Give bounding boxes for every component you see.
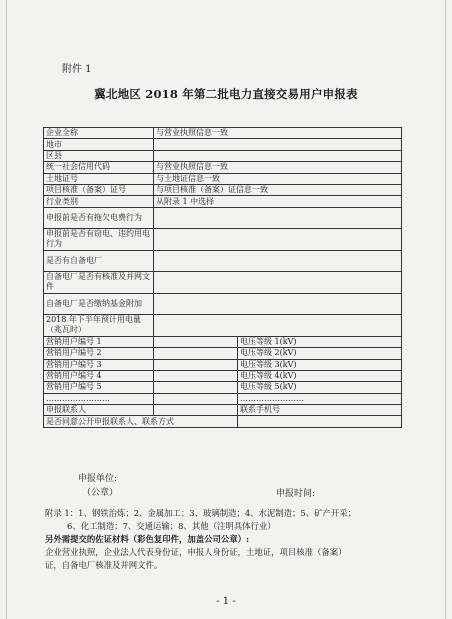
consent-row — [44, 416, 402, 427]
field-label: 统一社会信用代码 — [44, 162, 154, 173]
account-number-label: 营销用户编号 3 — [44, 359, 154, 370]
voltage-level-label: 电压等级 4(kV) — [238, 370, 402, 381]
official-seal-label: （公章） — [82, 488, 119, 498]
account-number-value[interactable] — [154, 370, 238, 381]
notes-section — [45, 507, 415, 572]
appendix-line-2: 6、化工制造；7、交通运输；8、其他（注明具体行业） — [67, 521, 276, 531]
form-row — [44, 173, 402, 184]
contact-phone-label: 联系手机号 — [238, 405, 402, 416]
account-row — [44, 348, 402, 359]
voltage-level-label: …………………… — [238, 393, 402, 404]
account-row — [44, 393, 402, 404]
disclosure-consent-label: 是否同意公开申报联系人、联系方式 — [44, 416, 238, 427]
field-value[interactable]: 与营业执照信息一致 — [154, 162, 402, 173]
account-row — [44, 359, 402, 370]
application-form-table — [43, 127, 402, 428]
contact-person-value[interactable] — [154, 405, 238, 416]
account-number-label: 营销用户编号 2 — [44, 348, 154, 359]
account-number-label: 营销用户编号 1 — [44, 336, 154, 347]
account-number-value[interactable] — [154, 348, 238, 359]
field-label: 项目核准（备案）证号 — [44, 184, 154, 195]
form-row — [44, 207, 402, 229]
account-row — [44, 370, 402, 381]
field-label: 申报前是否有窃电、违约用电行为 — [44, 229, 154, 251]
contact-person-label: 申报联系人 — [44, 405, 154, 416]
form-row — [44, 272, 402, 294]
account-number-label: 营销用户编号 5 — [44, 382, 154, 393]
form-row — [44, 250, 402, 272]
account-number-value[interactable] — [154, 336, 238, 347]
field-value[interactable] — [154, 293, 402, 315]
field-label: 地市 — [44, 139, 154, 150]
account-number-value[interactable] — [154, 382, 238, 393]
voltage-level-label: 电压等级 2(kV) — [238, 348, 402, 359]
form-row — [44, 293, 402, 315]
field-value[interactable] — [154, 150, 402, 161]
disclosure-consent-value[interactable] — [238, 416, 402, 427]
field-label: 申报前是否有拖欠电费行为 — [44, 207, 154, 229]
account-number-value[interactable] — [154, 359, 238, 370]
field-label: 自备电厂是否缴纳基金附加 — [44, 293, 154, 315]
field-value[interactable]: 从附录 1 中选择 — [154, 196, 402, 207]
field-value[interactable] — [154, 315, 402, 337]
field-value[interactable] — [154, 229, 402, 251]
form-row — [44, 315, 402, 337]
applicant-unit-label: 申报单位: — [78, 474, 118, 484]
form-row — [44, 139, 402, 150]
field-label: 行业类别 — [44, 196, 154, 207]
form-row — [44, 184, 402, 195]
account-number-label: …………………… — [44, 393, 154, 404]
application-date-label: 申报时间: — [276, 489, 316, 499]
field-label: 企业全称 — [44, 128, 154, 139]
field-label: 是否有自备电厂 — [44, 250, 154, 272]
field-value[interactable]: 与项目核准（备案）证信息一致 — [154, 184, 402, 195]
supporting-materials-line-1: 企业营业执照，企业法人代表身份证，申报人身份证，土地证，项目核准（备案） — [45, 547, 347, 557]
field-value[interactable] — [154, 272, 402, 294]
form-row — [44, 150, 402, 161]
page-number: - 1 - — [216, 596, 236, 607]
field-label: 区县 — [44, 150, 154, 161]
supporting-materials-heading: 另外需提交的佐证材料（彩色复印件，加盖公司公章）: — [45, 534, 250, 544]
appendix-line-1: 附录 1：1、钢铁治炼；2、金属加工；3、玻璃制造；4、水泥制造；5、矿产开采； — [45, 508, 357, 518]
form-title: 冀北地区 2018 年第二批电力直接交易用户申报表 — [94, 87, 358, 101]
attachment-label: 附件 1 — [62, 64, 92, 75]
field-value[interactable] — [154, 139, 402, 150]
account-number-label: 营销用户编号 4 — [44, 370, 154, 381]
contact-row — [44, 405, 402, 416]
supporting-materials-line-2: 证，自备电厂核准及并网文件。 — [45, 560, 163, 570]
account-number-value[interactable] — [154, 393, 238, 404]
field-value[interactable]: 与土地证信息一致 — [154, 173, 402, 184]
form-row — [44, 229, 402, 251]
field-value[interactable]: 与营业执照信息一致 — [154, 128, 402, 139]
form-row — [44, 128, 402, 139]
field-value[interactable] — [154, 250, 402, 272]
field-value[interactable] — [154, 207, 402, 229]
account-row — [44, 382, 402, 393]
form-row — [44, 196, 402, 207]
account-row — [44, 336, 402, 347]
voltage-level-label: 电压等级 5(kV) — [238, 382, 402, 393]
field-label: 土地证号 — [44, 173, 154, 184]
form-row — [44, 162, 402, 173]
field-label: 自备电厂是否有核准及并网文件 — [44, 272, 154, 294]
voltage-level-label: 电压等级 1(kV) — [238, 336, 402, 347]
voltage-level-label: 电压等级 3(kV) — [238, 359, 402, 370]
field-label: 2018 年下半年预计用电量（兆瓦时） — [44, 315, 154, 337]
